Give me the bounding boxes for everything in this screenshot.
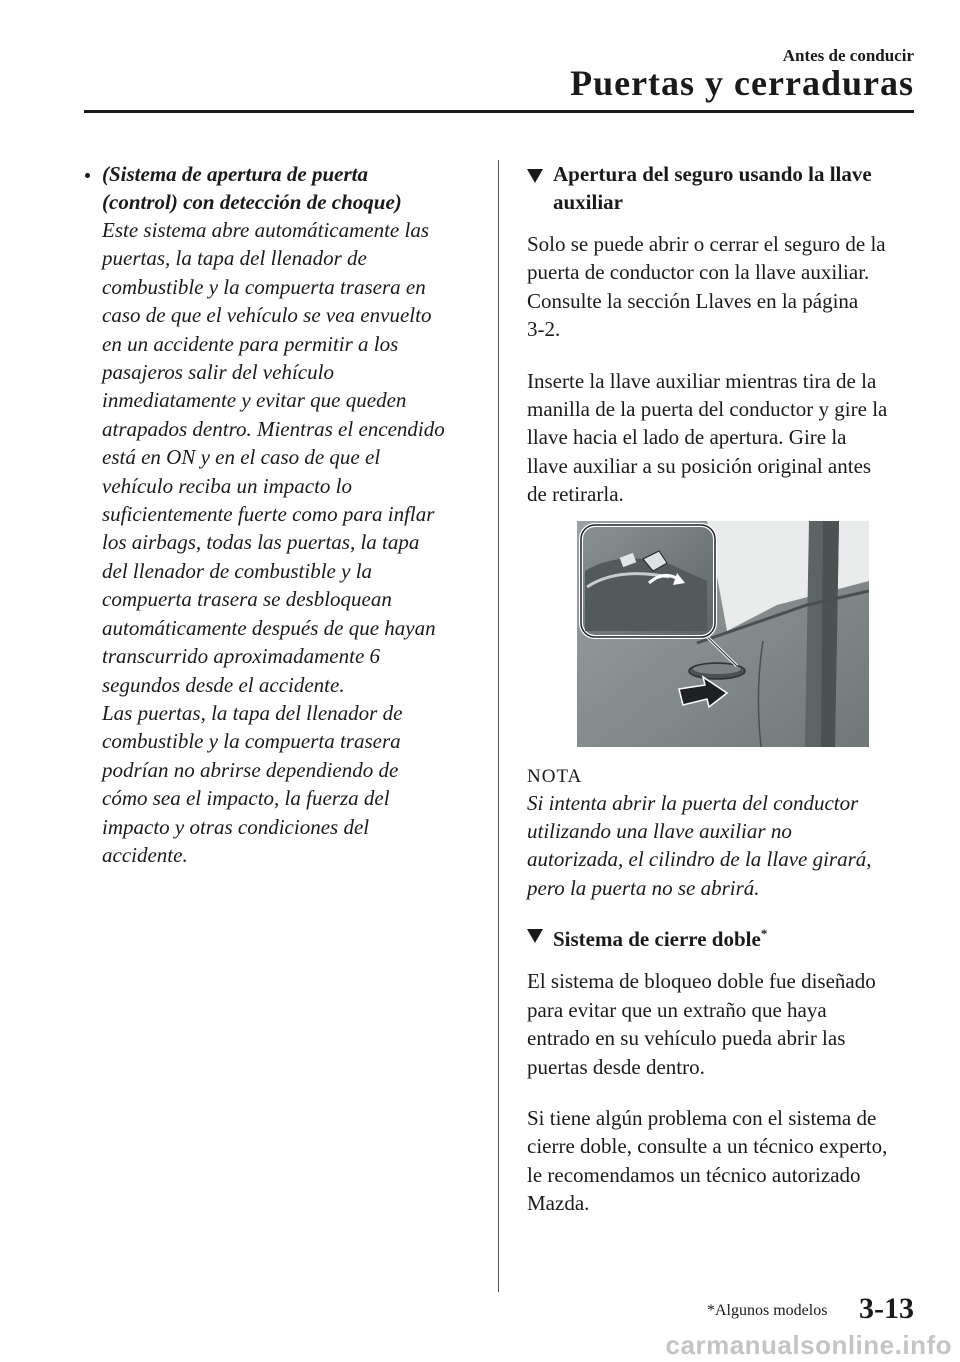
- bullet-body-line: Las puertas, la tapa del llenador de: [102, 700, 403, 725]
- door-key-illustration: [577, 521, 869, 747]
- bullet-body-line: en un accidente para permitir a los: [102, 331, 399, 356]
- paragraph-line: de retirarla.: [527, 482, 624, 507]
- bullet-body-line: compuerta trasera se desbloquean: [102, 587, 392, 612]
- double-lock-heading: [527, 920, 919, 953]
- paragraph-line: manilla de la puerta del conductor y gire la: [527, 397, 888, 422]
- aux-key-heading-line: auxiliar: [553, 190, 624, 214]
- paragraph-line: Si tiene algún problema con el sistema de: [527, 1105, 877, 1130]
- paragraph-line: Mazda.: [527, 1191, 590, 1216]
- bullet-body-line: combustible y la compuerta trasera en: [102, 274, 426, 299]
- note-line: Si intenta abrir la puerta del conductor: [527, 790, 859, 815]
- column-divider: [498, 160, 499, 1292]
- bullet-body-line: impacto y otras condiciones del: [102, 814, 370, 839]
- aux-key-paragraph-2: [527, 367, 919, 509]
- door-key-illustration-svg: [577, 521, 869, 747]
- aux-key-heading-line: Apertura del seguro usando la llave: [553, 162, 872, 186]
- bullet-body-line: Este sistema abre automáticamente las: [102, 218, 430, 242]
- bullet-body-line: cómo sea el impacto, la fuerza del: [102, 786, 390, 811]
- watermark: carmanualsonline.info: [665, 1330, 952, 1360]
- paragraph-line: puerta de conductor con la llave auxiliar.: [527, 260, 870, 285]
- bullet-body-line: combustible y la compuerta trasera: [102, 729, 401, 754]
- aux-key-paragraph-1: [527, 230, 919, 344]
- paragraph-line: Solo se puede abrir o cerrar el seguro de la: [527, 232, 886, 256]
- page-number: 3-13: [859, 1292, 914, 1325]
- note-label: NOTA: [527, 765, 583, 787]
- bullet-title-line: (Sistema de apertura de puerta: [102, 162, 368, 186]
- header-rule: [84, 110, 914, 113]
- bullet-title: [102, 160, 476, 216]
- bullet-body-line: suficientemente fuerte como para inflar: [102, 502, 435, 527]
- crash-unlock-bullet: [84, 160, 476, 869]
- bullet-title-line: (control) con detección de choque): [102, 190, 402, 214]
- bullet-body-line: automáticamente después de que hayan: [102, 615, 436, 640]
- header-chapter-title: Puertas y cerraduras: [570, 63, 914, 103]
- triangle-down-icon: [527, 929, 543, 943]
- bullet-body-line: del llenador de combustible y la: [102, 558, 373, 583]
- note-line: utilizando una llave auxiliar no: [527, 819, 792, 844]
- left-column: [84, 160, 476, 869]
- paragraph-line: puertas desde dentro.: [527, 1054, 705, 1079]
- bullet-body-line: atrapados dentro. Mientras el encendido: [102, 416, 445, 441]
- note-line: pero la puerta no se abrirá.: [527, 875, 760, 900]
- bullet-body-line: vehículo reciba un impacto lo: [102, 473, 352, 498]
- paragraph-line: Consulte la sección Llaves en la página: [527, 288, 859, 313]
- bullet-body-line: segundos desde el accidente.: [102, 672, 345, 697]
- bullet-body: [102, 216, 476, 869]
- right-column: [527, 160, 919, 1218]
- paragraph-line: llave hacia el lado de apertura. Gire la: [527, 425, 847, 450]
- header-section-label: Antes de conducir: [782, 46, 914, 65]
- paragraph-line: cierre doble, consulte a un técnico experto,: [527, 1134, 888, 1159]
- bullet-body-line: inmediatamente y evitar que queden: [102, 388, 407, 413]
- bullet-body-line: transcurrido aproximadamente 6: [102, 644, 381, 669]
- paragraph-line: le recomendamos un técnico autorizado: [527, 1162, 861, 1187]
- bullet-body-line: podrían no abrirse dependiendo de: [102, 757, 399, 782]
- paragraph-line: Inserte la llave auxiliar mientras tira de la: [527, 368, 877, 393]
- bullet-body-line: accidente.: [102, 842, 188, 867]
- paragraph-line: entrado en su vehículo pueda abrir las: [527, 1026, 846, 1051]
- paragraph-line: llave auxiliar a su posición original antes: [527, 453, 872, 478]
- bullet-dot: [85, 173, 90, 178]
- triangle-down-icon: [527, 169, 543, 183]
- double-lock-heading-text: Sistema de cierre doble: [553, 927, 761, 952]
- bullet-body-line: pasajeros salir del vehículo: [102, 360, 334, 385]
- bullet-body-line: caso de que el vehículo se vea envuelto: [102, 303, 432, 328]
- bullet-body-line: los airbags, todas las puertas, la tapa: [102, 530, 420, 555]
- note-body: [527, 789, 919, 903]
- paragraph-line: 3-2.: [527, 317, 561, 342]
- note-line: autorizada, el cilindro de la llave girará,: [527, 847, 872, 872]
- paragraph-line: El sistema de bloqueo doble fue diseñado: [527, 969, 876, 994]
- some-models-mark: *: [760, 926, 768, 942]
- bullet-body-line: está en ON y en el caso de que el: [102, 445, 381, 470]
- double-lock-paragraph-2: [527, 1104, 919, 1218]
- double-lock-paragraph-1: [527, 967, 919, 1081]
- footer-models-note: *Algunos modelos: [707, 1302, 828, 1319]
- aux-key-heading: [527, 160, 919, 216]
- paragraph-line: para evitar que un extraño que haya: [527, 997, 827, 1022]
- bullet-body-line: puertas, la tapa del llenador de: [102, 246, 367, 271]
